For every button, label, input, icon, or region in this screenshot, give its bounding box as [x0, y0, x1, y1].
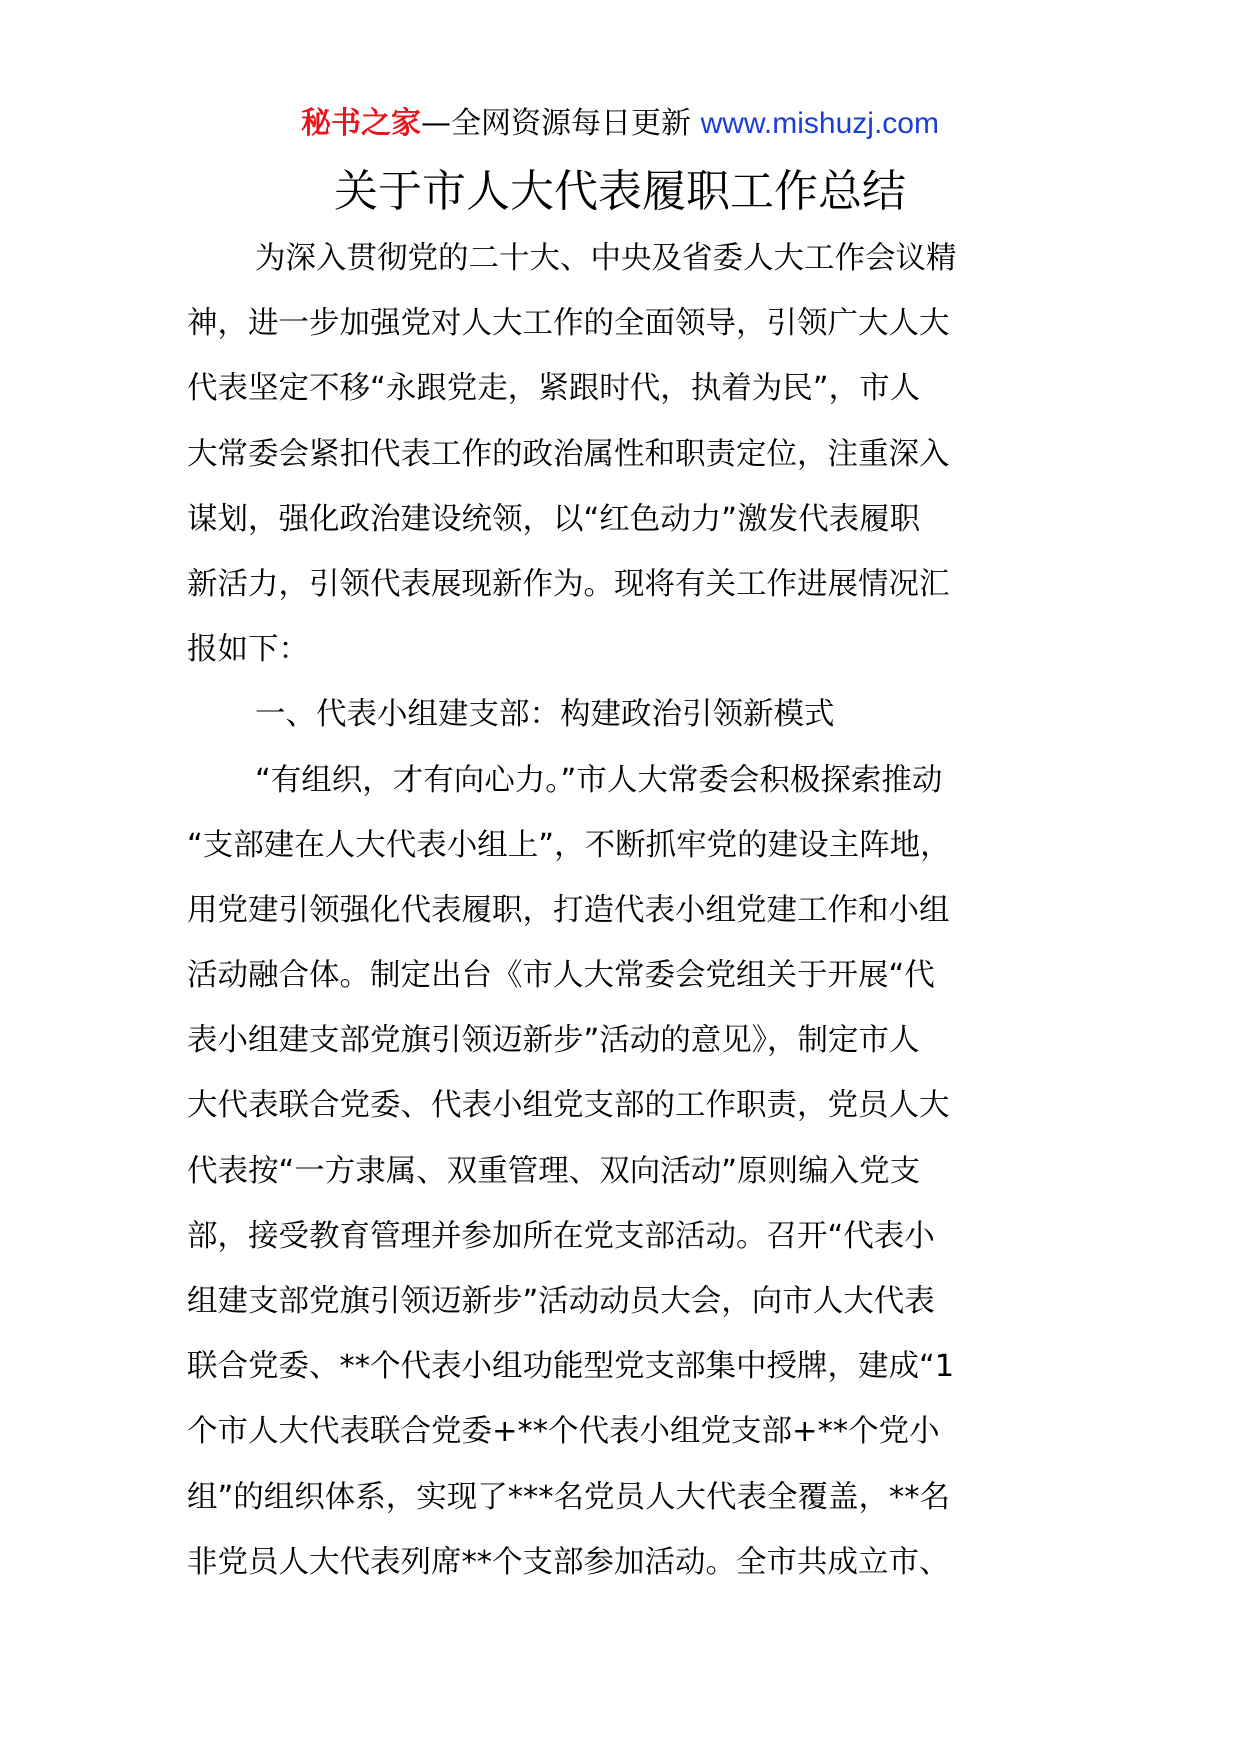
- header-tagline: —全网资源每日更新: [421, 106, 692, 141]
- site-header: [0, 102, 1240, 146]
- paragraph-line: 新活力，引领代表展现新作为。现将有关工作进展情况汇: [187, 566, 950, 602]
- brand-name: 秘书之家: [301, 106, 422, 141]
- document-title: 关于市人大代表履职工作总结: [334, 166, 906, 217]
- paragraph-line: 组”的组织体系，实现了***名党员人大代表全覆盖，**名: [187, 1479, 951, 1515]
- paragraph-line: 大常委会紧扣代表工作的政治属性和职责定位，注重深入: [187, 436, 950, 472]
- website-link[interactable]: www.mishuzj.com: [700, 107, 939, 140]
- paragraph-line: 大代表联合党委、代表小组党支部的工作职责，党员人大: [187, 1088, 950, 1124]
- paragraph-line: 个市人大代表联合党委+**个代表小组党支部+**个党小: [187, 1414, 940, 1450]
- paragraph-line: “有组织，才有向心力。”市人大常委会积极探索推动: [255, 762, 943, 798]
- paragraph-line: 活动融合体。制定出台《市人大常委会党组关于开展“代: [187, 958, 935, 994]
- paragraph-line: 组建支部党旗引领迈新步”活动动员大会，向市人大代表: [187, 1284, 935, 1319]
- paragraph-line: 为深入贯彻党的二十大、中央及省委人大工作会议精: [255, 241, 957, 276]
- paragraph-line: 表小组建支部党旗引领迈新步”活动的意见》，制定市人: [187, 1023, 920, 1059]
- paragraph-line: 联合党委、**个代表小组功能型党支部集中授牌，建成“1: [187, 1349, 955, 1385]
- paragraph-line: 用党建引领强化代表履职，打造代表小组党建工作和小组: [187, 892, 950, 928]
- paragraph-line: 报如下：: [187, 632, 309, 668]
- paragraph-line: 代表坚定不移“永跟党走，紧跟时代，执着为民”，市人: [187, 371, 921, 407]
- paragraph-line: 谋划，强化政治建设统领，以“红色动力”激发代表履职: [187, 501, 921, 537]
- section-heading: 一、代表小组建支部：构建政治引领新模式: [255, 697, 835, 733]
- paragraph-line: 部，接受教育管理并参加所在党支部活动。召开“代表小: [187, 1218, 935, 1254]
- document-body: [187, 226, 1047, 1595]
- paragraph-line: 神，进一步加强党对人大工作的全面领导，引领广大人大: [187, 306, 950, 342]
- paragraph-line: 代表按“一方隶属、双重管理、双向活动”原则编入党支: [187, 1153, 921, 1189]
- paragraph-line: 非党员人大代表列席**个支部参加活动。全市共成立市、: [187, 1544, 950, 1580]
- paragraph-line: “支部建在人大代表小组上”，不断抓牢党的建设主阵地，: [187, 827, 951, 863]
